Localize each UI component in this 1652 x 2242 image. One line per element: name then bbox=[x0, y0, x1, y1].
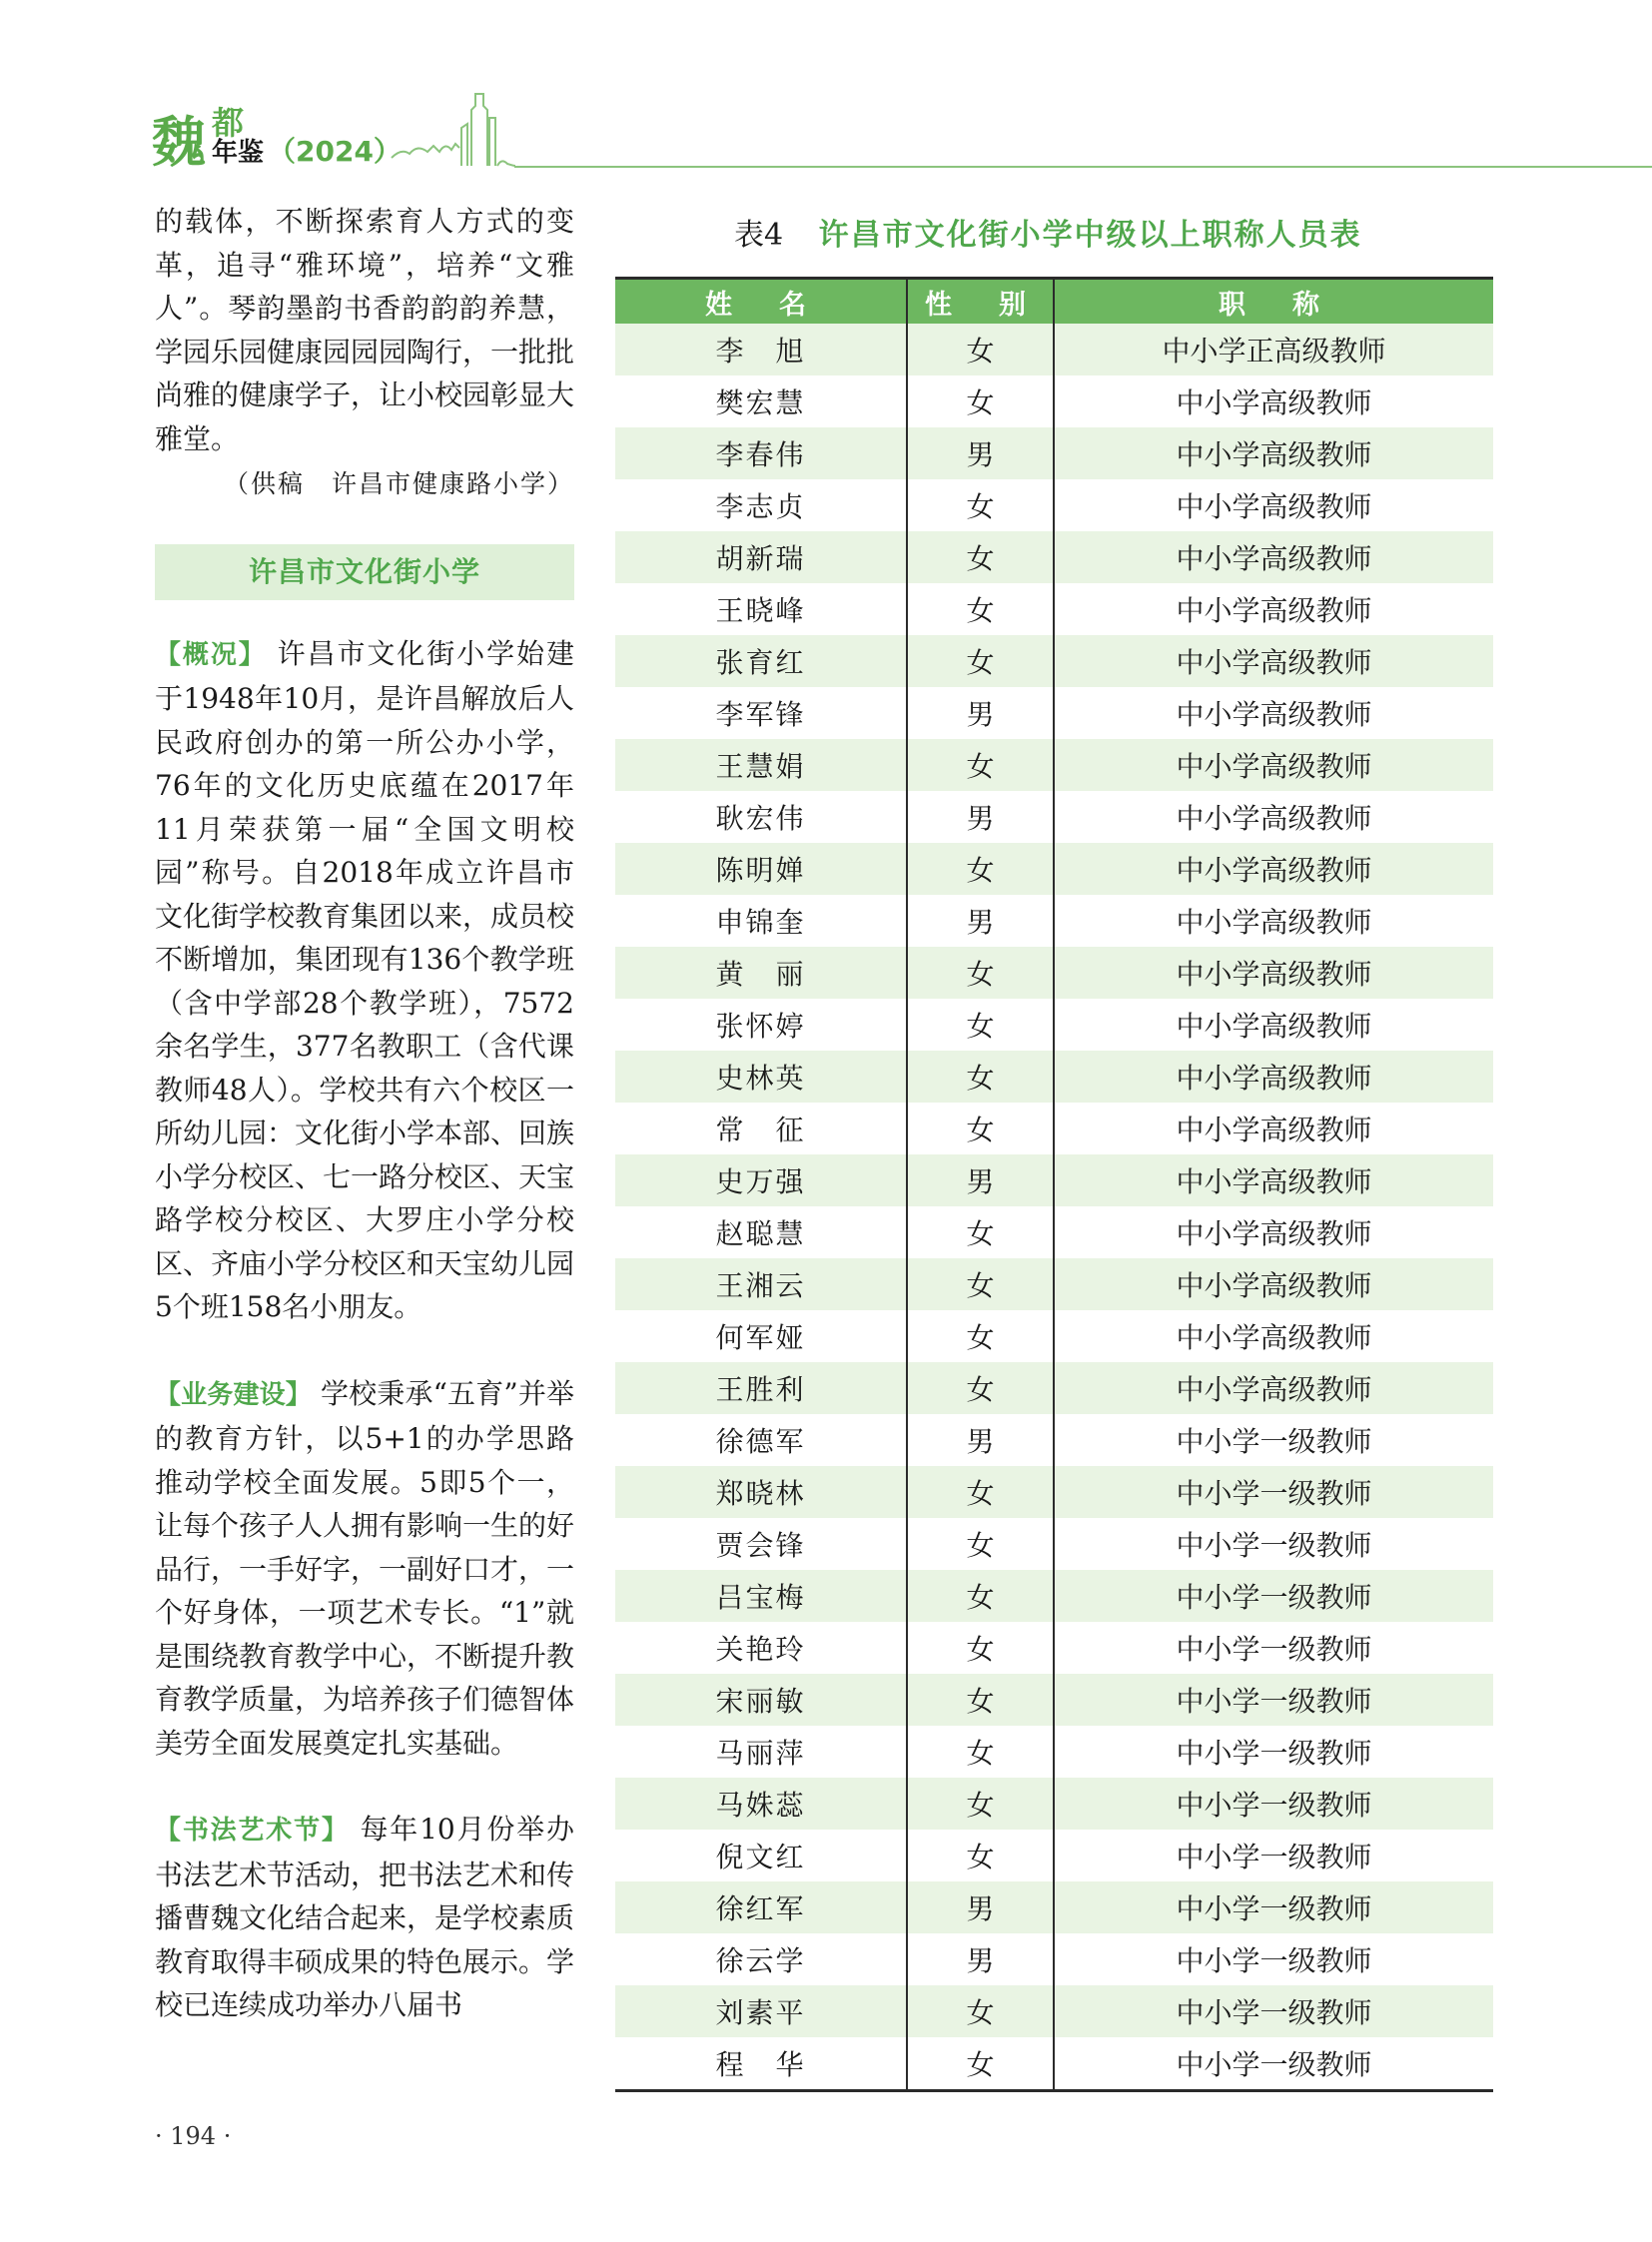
cell-title: 中小学一级教师 bbox=[1054, 1674, 1493, 1726]
cell-name: 宋丽敏 bbox=[615, 1674, 907, 1726]
cell-name: 贾会锋 bbox=[615, 1518, 907, 1570]
cell-name: 刘素平 bbox=[615, 1985, 907, 2037]
page-number: · 194 · bbox=[155, 2122, 232, 2150]
left-column bbox=[155, 200, 574, 2027]
table-row bbox=[615, 1206, 1493, 1258]
cell-name: 申锦奎 bbox=[615, 895, 907, 947]
table-row bbox=[615, 1154, 1493, 1206]
table-row bbox=[615, 895, 1493, 947]
table-row bbox=[615, 427, 1493, 479]
cell-name: 张怀婷 bbox=[615, 999, 907, 1051]
table-row bbox=[615, 324, 1493, 375]
business-paragraph bbox=[155, 1372, 574, 1766]
cell-name: 常 征 bbox=[615, 1103, 907, 1154]
cell-title: 中小学高级教师 bbox=[1054, 999, 1493, 1051]
cell-gender: 男 bbox=[907, 1414, 1054, 1466]
cell-name: 徐德军 bbox=[615, 1414, 907, 1466]
staff-table-wrapper bbox=[615, 277, 1493, 2092]
table-row bbox=[615, 1466, 1493, 1518]
cell-title: 中小学一级教师 bbox=[1054, 1466, 1493, 1518]
table-row bbox=[615, 739, 1493, 791]
cell-gender: 女 bbox=[907, 583, 1054, 635]
cell-title: 中小学高级教师 bbox=[1054, 687, 1493, 739]
table-row bbox=[615, 1310, 1493, 1362]
table-row bbox=[615, 1726, 1493, 1778]
header-name: 姓 名 bbox=[615, 279, 907, 325]
cell-gender: 男 bbox=[907, 1154, 1054, 1206]
table-row bbox=[615, 1622, 1493, 1674]
cell-name: 倪文红 bbox=[615, 1830, 907, 1881]
cell-title: 中小学一级教师 bbox=[1054, 1570, 1493, 1622]
cell-title: 中小学高级教师 bbox=[1054, 635, 1493, 687]
table-row bbox=[615, 687, 1493, 739]
cell-gender: 女 bbox=[907, 1051, 1054, 1103]
cell-title: 中小学高级教师 bbox=[1054, 531, 1493, 583]
cell-gender: 女 bbox=[907, 375, 1054, 427]
cell-name: 黄 丽 bbox=[615, 947, 907, 999]
cell-name: 程 华 bbox=[615, 2037, 907, 2091]
cell-name: 徐红军 bbox=[615, 1881, 907, 1933]
cell-gender: 女 bbox=[907, 843, 1054, 895]
cell-title: 中小学一级教师 bbox=[1054, 1414, 1493, 1466]
logo-year-label: 年鉴 bbox=[212, 138, 265, 168]
cell-title: 中小学一级教师 bbox=[1054, 1881, 1493, 1933]
cell-title: 中小学高级教师 bbox=[1054, 1258, 1493, 1310]
cell-gender: 男 bbox=[907, 1881, 1054, 1933]
cell-name: 张育红 bbox=[615, 635, 907, 687]
cell-title: 中小学高级教师 bbox=[1054, 1154, 1493, 1206]
cell-title: 中小学正高级教师 bbox=[1054, 324, 1493, 375]
cell-name: 李志贞 bbox=[615, 479, 907, 531]
cell-name: 吕宝梅 bbox=[615, 1570, 907, 1622]
logo-du: 都 bbox=[212, 104, 245, 142]
business-text: 学校秉承“五育”并举的教育方针，以5+1的办学思路推动学校全面发展。5即5个一，让每个孩子人人拥有影响一生的好品行，一手好字，一副好口才，一个好身体，一项艺术专长。“1”就是围绕教育教学中心，不断提升教育教学质量，为培养孩子们德智体美劳全面发展奠定扎实基础。 bbox=[155, 1376, 575, 1760]
cell-name: 关艳玲 bbox=[615, 1622, 907, 1674]
cell-gender: 男 bbox=[907, 791, 1054, 843]
cell-title: 中小学高级教师 bbox=[1054, 791, 1493, 843]
cell-gender: 女 bbox=[907, 635, 1054, 687]
cell-title: 中小学高级教师 bbox=[1054, 1362, 1493, 1414]
cell-name: 耿宏伟 bbox=[615, 791, 907, 843]
header-gender: 性 别 bbox=[907, 279, 1054, 325]
cell-gender: 女 bbox=[907, 1362, 1054, 1414]
cell-gender: 女 bbox=[907, 1830, 1054, 1881]
cell-gender: 女 bbox=[907, 1518, 1054, 1570]
table-row bbox=[615, 375, 1493, 427]
table-row bbox=[615, 479, 1493, 531]
cell-name: 樊宏慧 bbox=[615, 375, 907, 427]
table-row bbox=[615, 1518, 1493, 1570]
table-row bbox=[615, 531, 1493, 583]
cell-title: 中小学高级教师 bbox=[1054, 583, 1493, 635]
cell-name: 郑晓林 bbox=[615, 1466, 907, 1518]
table-row bbox=[615, 2037, 1493, 2091]
cell-gender: 女 bbox=[907, 1778, 1054, 1830]
cell-name: 徐云学 bbox=[615, 1933, 907, 1985]
cell-gender: 女 bbox=[907, 1622, 1054, 1674]
cell-gender: 女 bbox=[907, 1310, 1054, 1362]
cell-title: 中小学高级教师 bbox=[1054, 843, 1493, 895]
cell-gender: 男 bbox=[907, 895, 1054, 947]
cell-title: 中小学一级教师 bbox=[1054, 1778, 1493, 1830]
table-number: 表4 bbox=[734, 218, 784, 253]
cell-title: 中小学一级教师 bbox=[1054, 1933, 1493, 1985]
cell-title: 中小学高级教师 bbox=[1054, 427, 1493, 479]
table-row bbox=[615, 1570, 1493, 1622]
table-row bbox=[615, 1778, 1493, 1830]
cell-gender: 女 bbox=[907, 324, 1054, 375]
cell-gender: 女 bbox=[907, 1258, 1054, 1310]
calligraphy-paragraph bbox=[155, 1808, 574, 2027]
cell-name: 胡新瑞 bbox=[615, 531, 907, 583]
table-title: 许昌市文化街小学中级以上职称人员表 bbox=[818, 218, 1362, 253]
cell-name: 李 旭 bbox=[615, 324, 907, 375]
cell-gender: 女 bbox=[907, 739, 1054, 791]
table-row bbox=[615, 583, 1493, 635]
cell-gender: 女 bbox=[907, 1674, 1054, 1726]
cell-gender: 男 bbox=[907, 1933, 1054, 1985]
cell-name: 王胜利 bbox=[615, 1362, 907, 1414]
table-row bbox=[615, 1985, 1493, 2037]
source-credit: （供稿 许昌市健康路小学） bbox=[223, 469, 574, 498]
table-row bbox=[615, 791, 1493, 843]
cell-gender: 女 bbox=[907, 1466, 1054, 1518]
section-title: 许昌市文化街小学 bbox=[155, 544, 574, 600]
table-row bbox=[615, 947, 1493, 999]
cell-title: 中小学高级教师 bbox=[1054, 1206, 1493, 1258]
cell-name: 赵聪慧 bbox=[615, 1206, 907, 1258]
cell-gender: 男 bbox=[907, 427, 1054, 479]
table-header-row bbox=[615, 279, 1493, 325]
cell-name: 陈明婵 bbox=[615, 843, 907, 895]
cell-title: 中小学高级教师 bbox=[1054, 895, 1493, 947]
cell-title: 中小学高级教师 bbox=[1054, 739, 1493, 791]
table-caption bbox=[734, 210, 1362, 254]
cell-title: 中小学高级教师 bbox=[1054, 479, 1493, 531]
cell-gender: 女 bbox=[907, 1103, 1054, 1154]
table-row bbox=[615, 1362, 1493, 1414]
cell-title: 中小学高级教师 bbox=[1054, 375, 1493, 427]
cell-title: 中小学一级教师 bbox=[1054, 2037, 1493, 2091]
table-row bbox=[615, 999, 1493, 1051]
cell-name: 史万强 bbox=[615, 1154, 907, 1206]
cell-name: 李春伟 bbox=[615, 427, 907, 479]
cell-title: 中小学高级教师 bbox=[1054, 1310, 1493, 1362]
cell-gender: 女 bbox=[907, 947, 1054, 999]
cell-gender: 女 bbox=[907, 1206, 1054, 1258]
staff-table bbox=[615, 277, 1493, 2092]
table-row bbox=[615, 1933, 1493, 1985]
cell-title: 中小学高级教师 bbox=[1054, 1103, 1493, 1154]
cell-title: 中小学高级教师 bbox=[1054, 947, 1493, 999]
cell-gender: 女 bbox=[907, 2037, 1054, 2091]
cell-name: 史林英 bbox=[615, 1051, 907, 1103]
cell-gender: 男 bbox=[907, 687, 1054, 739]
calligraphy-tag: 【书法艺术节】 bbox=[155, 1816, 350, 1846]
table-row bbox=[615, 1881, 1493, 1933]
table-row bbox=[615, 1674, 1493, 1726]
logo-year: （2024） bbox=[268, 135, 402, 168]
cell-title: 中小学一级教师 bbox=[1054, 1830, 1493, 1881]
calligraphy-text: 每年10月份举办书法艺术节活动，把书法艺术和传播曹魏文化结合起来，是学校素质教育取得丰硕成果的特色展示。学校已连续成功举办八届书 bbox=[155, 1813, 575, 2021]
cell-name: 马丽萍 bbox=[615, 1726, 907, 1778]
cell-title: 中小学一级教师 bbox=[1054, 1726, 1493, 1778]
cell-gender: 女 bbox=[907, 999, 1054, 1051]
logo-wei: 魏 bbox=[152, 110, 202, 174]
cell-name: 李军锋 bbox=[615, 687, 907, 739]
cell-gender: 女 bbox=[907, 1985, 1054, 2037]
cell-gender: 女 bbox=[907, 479, 1054, 531]
table-row bbox=[615, 1830, 1493, 1881]
table-row bbox=[615, 1103, 1493, 1154]
overview-tag: 【概况】 bbox=[155, 639, 267, 670]
cell-gender: 女 bbox=[907, 531, 1054, 583]
cell-name: 何军娅 bbox=[615, 1310, 907, 1362]
table-row bbox=[615, 1258, 1493, 1310]
header-rule bbox=[514, 166, 1652, 168]
cell-name: 王湘云 bbox=[615, 1258, 907, 1310]
skyline-icon bbox=[390, 88, 529, 170]
table-row bbox=[615, 1414, 1493, 1466]
cell-name: 马姝蕊 bbox=[615, 1778, 907, 1830]
cell-title: 中小学一级教师 bbox=[1054, 1518, 1493, 1570]
table-row bbox=[615, 635, 1493, 687]
cell-title: 中小学高级教师 bbox=[1054, 1051, 1493, 1103]
table-row bbox=[615, 1051, 1493, 1103]
cell-title: 中小学一级教师 bbox=[1054, 1985, 1493, 2037]
business-tag: 【业务建设】 bbox=[155, 1379, 312, 1410]
overview-text: 许昌市文化街小学始建于1948年10月，是许昌解放后人民政府创办的第一所公办小学，76年的文化历史底蕴在2017年11月荣获第一届“全国文明校园”称号。自2018年成立许昌市文化街学校教育集团以来，成员校不断增加，集团现有136个教学班（含中学部28个教学班），7572余名学生，377名教职工（含代课教师48人）。学校共有六个校区一所幼儿园：文化街小学本部、回族小学分校区、七一路分校区、天宝路学校分校区、大罗庄小学分校区、齐庙小学分校区和天宝幼儿园5个班158名小朋友。 bbox=[155, 636, 575, 1323]
overview-paragraph bbox=[155, 632, 574, 1329]
intro-paragraph: 的载体，不断探索育人方式的变革，追寻“雅环境”，培养“文雅人”。琴韵墨韵书香韵韵韵养慧，学园乐园健康园园园陶行，一批批尚雅的健康学子，让小校园彰显大雅堂。 bbox=[155, 205, 575, 455]
page-header bbox=[0, 0, 1652, 180]
cell-gender: 女 bbox=[907, 1726, 1054, 1778]
header-title: 职 称 bbox=[1054, 279, 1493, 325]
cell-title: 中小学一级教师 bbox=[1054, 1622, 1493, 1674]
table-row bbox=[615, 843, 1493, 895]
cell-name: 王晓峰 bbox=[615, 583, 907, 635]
cell-gender: 女 bbox=[907, 1570, 1054, 1622]
cell-name: 王慧娟 bbox=[615, 739, 907, 791]
